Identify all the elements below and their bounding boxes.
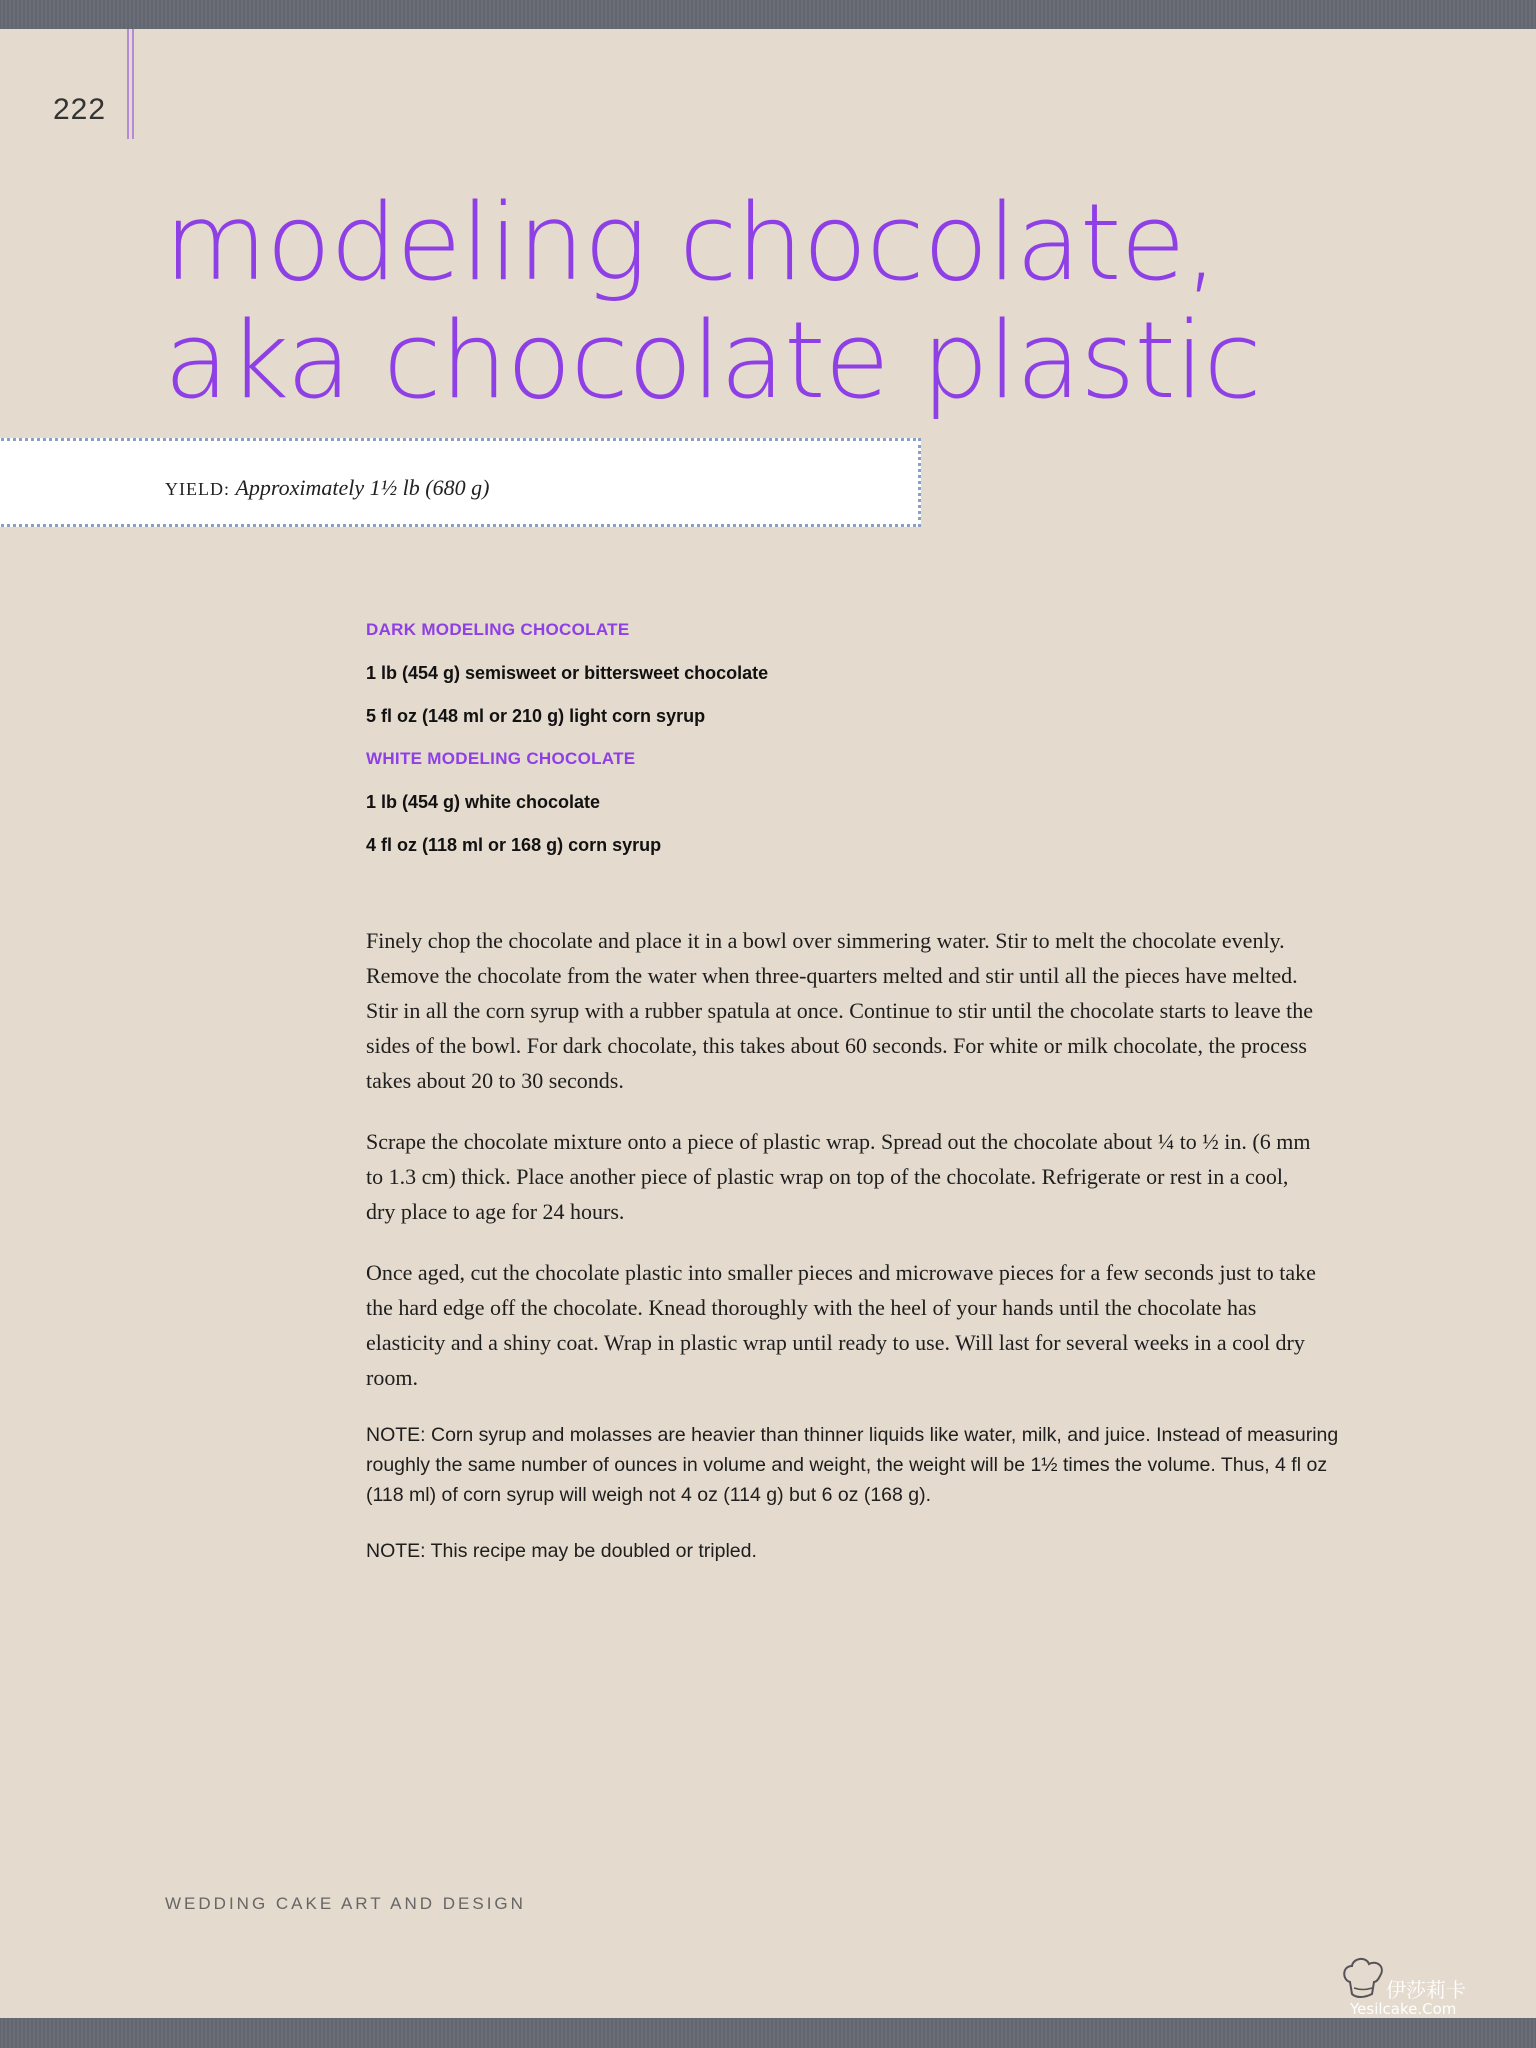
ingredient-item: 1 lb (454 g) semisweet or bittersweet chocolate bbox=[366, 663, 769, 683]
yield-label: YIELD: bbox=[165, 479, 230, 499]
watermark-text-chinese: 伊莎莉卡 bbox=[1386, 1978, 1466, 2002]
margin-rule-right bbox=[132, 29, 134, 139]
notes-section bbox=[366, 1420, 1341, 1592]
yield-line bbox=[165, 475, 489, 501]
ingredient-list bbox=[366, 619, 1166, 877]
margin-rule-left bbox=[127, 29, 129, 139]
note-paragraph: NOTE: Corn syrup and molasses are heavier than thinner liquids like water, milk, and juice. Instead of measuring roughly the same number of ounces in volume and weight, the weight will be 1½ times the volume. Thus, 4 fl oz (118 ml) of corn syrup will weigh not 4 oz (114 g) but 6 oz (168 g). bbox=[366, 1424, 1339, 1506]
yield-value: Approximately 1½ lb (680 g) bbox=[235, 475, 490, 500]
bottom-frame-band bbox=[0, 2018, 1536, 2048]
recipe-title bbox=[164, 181, 1261, 422]
method-paragraph: Once aged, cut the chocolate plastic into smaller pieces and microwave pieces for a few seconds just to take the hard edge off the chocolate. Knead thoroughly with the heel of your hands until the chocolate has elasticity and a shiny coat. Wrap in plastic wrap until ready to use. Will last for several weeks in a cool dry room. bbox=[366, 1260, 1316, 1390]
ingredient-heading-white: WHITE MODELING CHOCOLATE bbox=[366, 749, 636, 768]
book-page bbox=[0, 29, 1536, 2018]
note-paragraph: NOTE: This recipe may be doubled or tripled. bbox=[366, 1540, 757, 1562]
ingredient-heading-dark: DARK MODELING CHOCOLATE bbox=[366, 620, 630, 639]
ingredient-item: 1 lb (454 g) white chocolate bbox=[366, 792, 601, 812]
chef-hat-icon bbox=[1340, 1954, 1388, 2004]
title-line-2: aka chocolate plastic bbox=[164, 299, 1261, 422]
method-text bbox=[366, 923, 1321, 1421]
title-line-1: modeling chocolate, bbox=[164, 181, 1218, 304]
ingredient-item: 5 fl oz (148 ml or 210 g) light corn syrup bbox=[366, 706, 706, 726]
watermark bbox=[1340, 1954, 1500, 2018]
top-frame-band bbox=[0, 0, 1536, 29]
method-paragraph: Scrape the chocolate mixture onto a piece of plastic wrap. Spread out the chocolate about ¼ to ½ in. (6 mm to 1.3 cm) thick. Place another piece of plastic wrap on top of the chocolate. Refrigerate or rest in a cool, dry place to age for 24 hours. bbox=[366, 1129, 1311, 1224]
ingredient-item: 4 fl oz (118 ml or 168 g) corn syrup bbox=[366, 835, 662, 855]
running-footer: WEDDING CAKE ART AND DESIGN bbox=[165, 1894, 526, 1913]
watermark-text-url: Yesilcake.Com bbox=[1350, 2000, 1457, 2018]
method-paragraph: Finely chop the chocolate and place it in a bowl over simmering water. Stir to melt the chocolate evenly. Remove the chocolate from the water when three-quarters melted and stir until all the pieces have melted. Stir in all the corn syrup with a rubber spatula at once. Continue to stir until the chocolate starts to leave the sides of the bowl. For dark chocolate, this takes about 60 seconds. For white or milk chocolate, the process takes about 20 to 30 seconds. bbox=[366, 928, 1313, 1093]
page-number: 222 bbox=[53, 93, 107, 126]
